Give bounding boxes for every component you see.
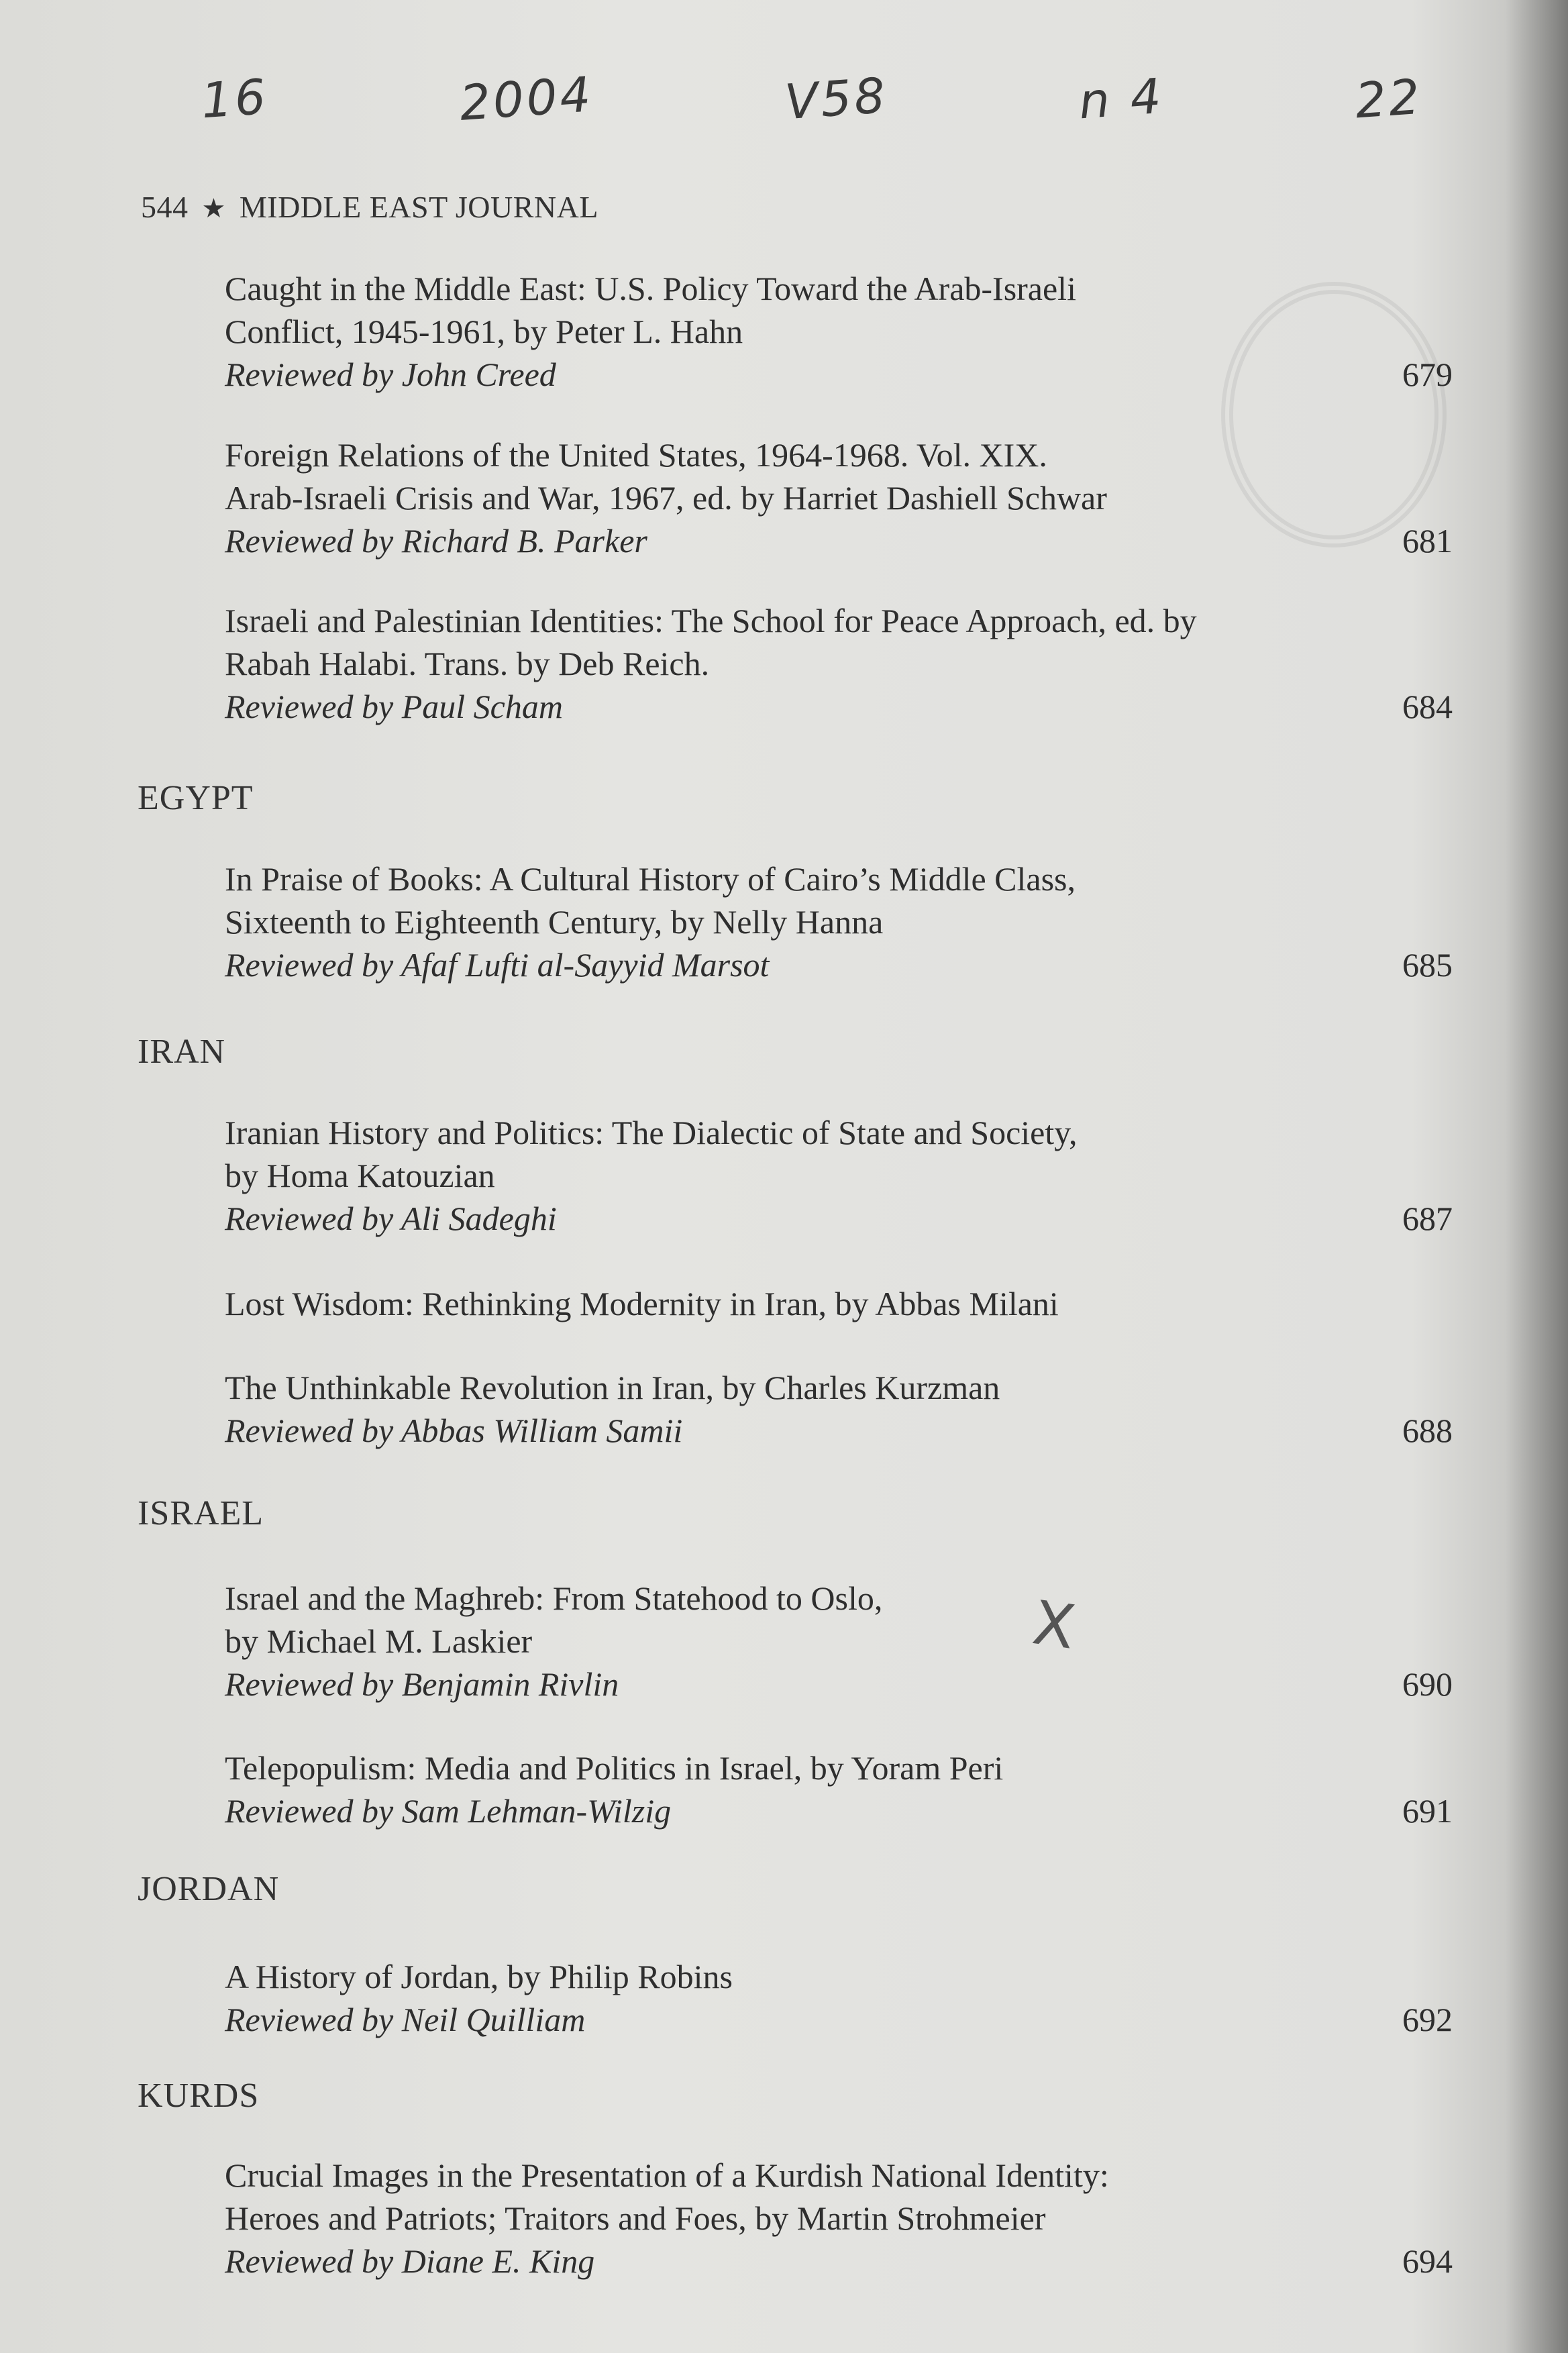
- handwritten-x-mark: X: [1028, 1587, 1080, 1663]
- entry-title-line: Arab-Israeli Crisis and War, 1967, ed. by Harriet Dashiell Schwar: [225, 479, 1107, 517]
- entry-page: 691: [1402, 1792, 1453, 1830]
- entry-page: 692: [1402, 2001, 1453, 2038]
- entry-title-line: The Unthinkable Revolution in Iran, by Charles Kurzman: [225, 1369, 1000, 1406]
- entry-title-line: A History of Jordan, by Philip Robins: [225, 1958, 733, 1995]
- entry-page: 684: [1402, 688, 1453, 725]
- toc-entry: [225, 1955, 1453, 2041]
- entry-title-line: Israel and the Maghreb: From Statehood to Oslo,: [225, 1579, 883, 1617]
- entry-page: 679: [1402, 356, 1453, 393]
- toc-entry: [225, 1366, 1453, 1452]
- section-heading-israel: ISRAEL: [138, 1494, 264, 1532]
- section-heading-kurds: KURDS: [138, 2077, 260, 2115]
- handwritten-issue: 16: [199, 68, 270, 129]
- entry-reviewer: Reviewed by John Creed: [225, 356, 556, 393]
- toc-entry: [225, 2154, 1453, 2283]
- entry-title-line: Telepopulism: Media and Politics in Israel, by Yoram Peri: [225, 1749, 1004, 1787]
- entry-title-line: Israeli and Palestinian Identities: The School for Peace Approach, ed. by: [225, 602, 1197, 639]
- entry-title-line: Caught in the Middle East: U.S. Policy Toward the Arab-Israeli: [225, 270, 1076, 307]
- toc-entry: [225, 1282, 1453, 1325]
- entry-title-line: Rabah Halabi. Trans. by Deb Reich.: [225, 645, 710, 682]
- toc-entry: [225, 1577, 1453, 1706]
- entry-reviewer: Reviewed by Diane E. King: [225, 2242, 595, 2280]
- entry-title-line: In Praise of Books: A Cultural History of Cairo’s Middle Class,: [225, 860, 1076, 898]
- entry-reviewer: Reviewed by Benjamin Rivlin: [225, 1665, 619, 1703]
- handwritten-volume: V58: [783, 66, 890, 131]
- entry-reviewer: Reviewed by Abbas William Samii: [225, 1412, 683, 1449]
- entry-page: 681: [1402, 522, 1453, 560]
- handwritten-number: n 4: [1077, 67, 1166, 130]
- entry-title-line: Heroes and Patriots; Traitors and Foes, by Martin Strohmeier: [225, 2199, 1046, 2237]
- entry-reviewer: Reviewed by Neil Quilliam: [225, 2001, 586, 2038]
- entry-title-line: Sixteenth to Eighteenth Century, by Nelly Hanna: [225, 903, 884, 941]
- toc-entry: [225, 1746, 1453, 1832]
- entry-reviewer: Reviewed by Richard B. Parker: [225, 522, 647, 560]
- toc-entry: [225, 267, 1453, 396]
- entry-reviewer: Reviewed by Sam Lehman-Wilzig: [225, 1792, 672, 1830]
- entry-title-line: Conflict, 1945-1961, by Peter L. Hahn: [225, 313, 743, 350]
- entry-page: 687: [1402, 1200, 1453, 1237]
- entry-page: 690: [1402, 1665, 1453, 1703]
- toc-entry: [225, 433, 1453, 562]
- entry-reviewer: Reviewed by Ali Sadeghi: [225, 1200, 557, 1237]
- running-head: [141, 189, 598, 225]
- star-icon: ★: [201, 193, 226, 223]
- entry-title-line: by Homa Katouzian: [225, 1157, 495, 1194]
- toc-entry: [225, 599, 1453, 728]
- entry-title-line: Crucial Images in the Presentation of a Kurdish National Identity:: [225, 2156, 1109, 2194]
- section-heading-iran: IRAN: [138, 1033, 226, 1071]
- entry-title-line: Lost Wisdom: Rethinking Modernity in Iran, by Abbas Milani: [225, 1285, 1059, 1322]
- entry-title-line: by Michael M. Laskier: [225, 1622, 533, 1660]
- entry-title-line: Foreign Relations of the United States, 1964-1968. Vol. XIX.: [225, 436, 1047, 474]
- section-heading-jordan: JORDAN: [138, 1870, 280, 1908]
- entry-title-line: Iranian History and Politics: The Dialectic of State and Society,: [225, 1114, 1078, 1151]
- entry-reviewer: Reviewed by Afaf Lufti al-Sayyid Marsot: [225, 946, 770, 984]
- handwritten-annotation: [199, 66, 1424, 132]
- section-heading-egypt: EGYPT: [138, 779, 254, 817]
- entry-page: 685: [1402, 946, 1453, 984]
- entry-page: 694: [1402, 2242, 1453, 2280]
- handwritten-year: 2004: [458, 66, 596, 132]
- entry-reviewer: Reviewed by Paul Scham: [225, 688, 563, 725]
- page-number: 544: [141, 190, 189, 224]
- entry-page: 688: [1402, 1412, 1453, 1449]
- toc-entry: [225, 1111, 1453, 1240]
- journal-title: MIDDLE EAST JOURNAL: [239, 190, 598, 224]
- toc-entry: [225, 857, 1453, 986]
- handwritten-count: 22: [1353, 68, 1424, 129]
